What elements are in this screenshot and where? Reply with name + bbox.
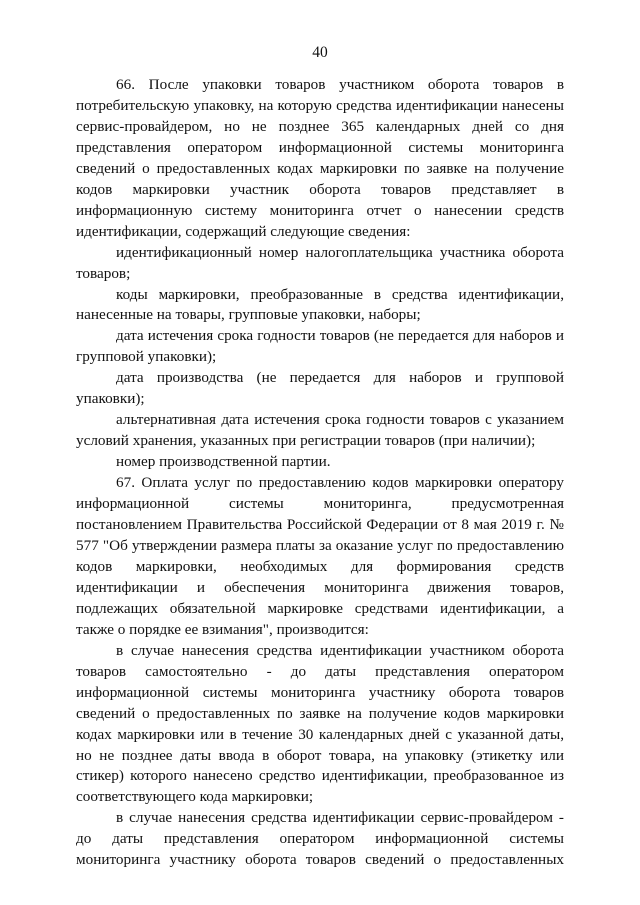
paragraph-67: 67. Оплата услуг по предоставлению кодов маркировки оператору информационной системы мониторинга, предусмотренная постановлением Правительства Российской Федерации от 8 мая 2019 г. № 577 "Об утверждении размера платы за оказание услуг по предоставлению кодов маркировки, необходимых для формирования средств идентификации и обеспечения мониторинга движения товаров, подлежащих обязательной маркировке средствами идентификации, а также о порядке ее взимания", производится: [76, 474, 564, 638]
paragraph-self-application: в случае нанесения средства идентификации участником оборота товаров самостоятельно - до даты представления оператором информационной системы мониторинга участнику оборота товаров сведений о предоставленных по заявке на получение кодов маркировки кодах маркировки или в течение 30 календарных дней с указанной даты, но не позднее даты ввода в оборот товара, на упаковку (этикетку или стикер) которого нанесено средство идентификации, преобразованное из соответствующего кода маркировки; [76, 641, 564, 806]
paragraph-service-provider: в случае нанесения средства идентификации сервис-провайдером - до даты представления оператором информационной системы мониторинга участнику оборота товаров сведений о предоставленных [76, 809, 564, 869]
paragraph-expiry-date: дата истечения срока годности товаров (не передается для наборов и групповой упаковки); [76, 327, 564, 366]
page-number: 40 [312, 44, 328, 61]
paragraph-batch-number: номер производственной партии. [116, 453, 331, 471]
paragraph-marking-codes: коды маркировки, преобразованные в средства идентификации, нанесенные на товары, групповые упаковки, наборы; [76, 285, 564, 324]
paragraph-production-date: дата производства (не передается для наборов и групповой упаковки); [76, 369, 564, 408]
paragraph-alternative-expiry: альтернативная дата истечения срока годности товаров с указанием условий хранения, указанных при регистрации товаров (при наличии); [76, 411, 564, 450]
document-body [76, 75, 564, 871]
paragraph-66: 66. После упаковки товаров участником оборота товаров в потребительскую упаковку, на которую средства идентификации нанесены сервис-провайдером, но не позднее 365 календарных дней со дня представления оператором информационной системы мониторинга сведений о предоставленных кодах маркировки по заявке на получение кодов маркировки участник оборота товаров представляет в информационную систему мониторинга отчет о нанесении средств идентификации, содержащий следующие сведения: [76, 76, 564, 240]
paragraph-taxpayer-id: идентификационный номер налогоплательщика участника оборота товаров; [76, 243, 564, 282]
